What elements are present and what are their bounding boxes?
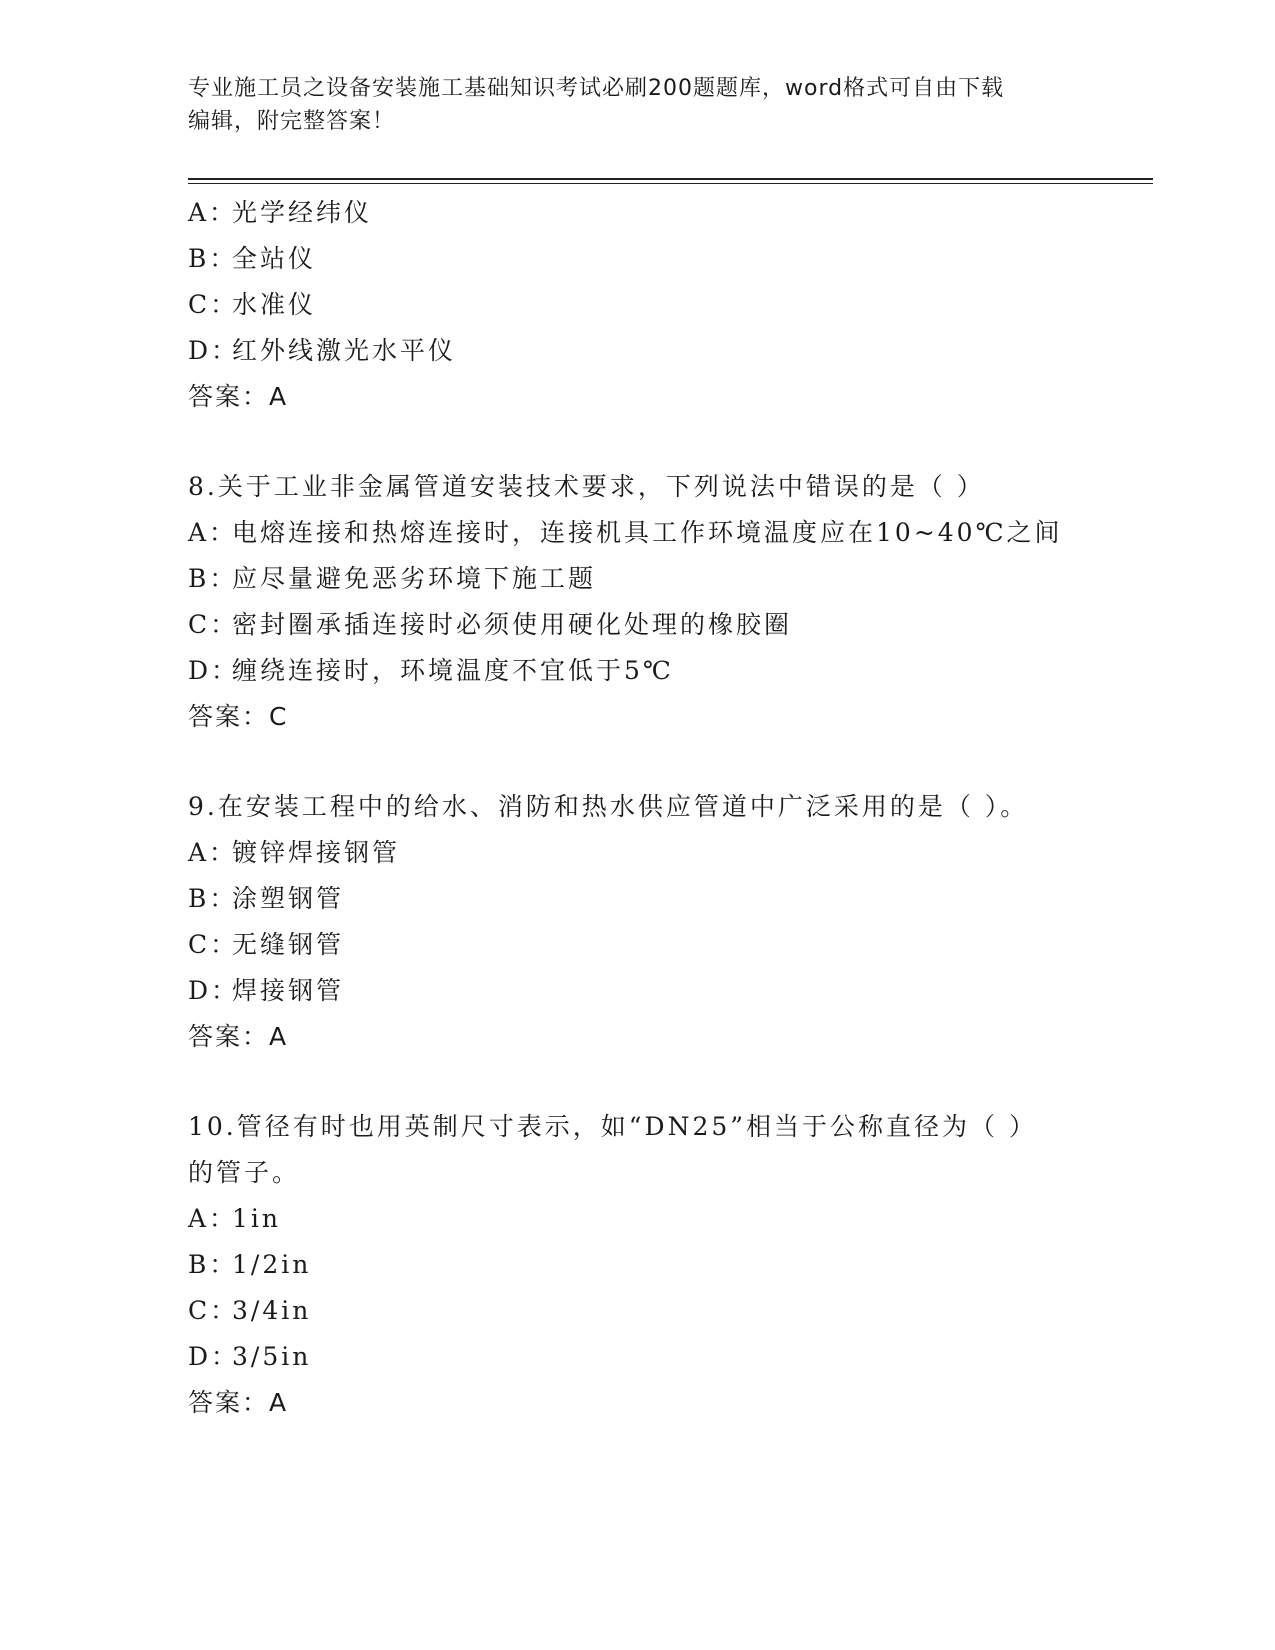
option-key: C： <box>188 610 239 639</box>
option-d <box>188 648 1148 694</box>
option-key: B： <box>188 564 238 593</box>
answer: 答案：C <box>188 702 289 731</box>
option-text: 无缝钢管 <box>232 930 345 959</box>
option-key: D： <box>188 336 240 365</box>
option-b <box>188 1242 1148 1288</box>
option-key: A： <box>188 838 238 867</box>
option-d <box>188 1334 1148 1380</box>
option-key: C： <box>188 930 239 959</box>
option-key: C： <box>188 290 239 319</box>
question-block <box>188 464 1148 740</box>
option-a <box>188 830 1148 876</box>
option-key: A： <box>188 518 238 547</box>
option-d <box>188 968 1148 1014</box>
header-line-2: 编辑，附完整答案！ <box>188 109 396 134</box>
option-key: B： <box>188 1250 238 1279</box>
option-text: 缠绕连接时，环境温度不宜低于5℃ <box>232 656 674 685</box>
option-text: 水准仪 <box>232 290 317 319</box>
question-list <box>188 190 1148 1426</box>
option-text: 3/4in <box>232 1296 312 1325</box>
question-block <box>188 190 1148 420</box>
option-key: B： <box>188 884 238 913</box>
option-c <box>188 602 1148 648</box>
option-text: 1/2in <box>232 1250 312 1279</box>
option-text: 涂塑钢管 <box>232 884 345 913</box>
option-d <box>188 328 1148 374</box>
option-key: C： <box>188 1296 239 1325</box>
header-line-1: 专业施工员之设备安装施工基础知识考试必刷200题题库，word格式可自由下载 <box>188 76 1005 101</box>
option-text: 光学经纬仪 <box>232 198 373 227</box>
header-divider-thick <box>188 178 1153 180</box>
option-text: 全站仪 <box>232 244 317 273</box>
option-text: 1in <box>232 1204 282 1233</box>
option-key: A： <box>188 198 238 227</box>
answer: 答案：A <box>188 1022 289 1051</box>
option-key: D： <box>188 976 240 1005</box>
option-text: 应尽量避免恶劣环境下施工题 <box>232 564 597 593</box>
option-b <box>188 236 1148 282</box>
option-b <box>188 556 1148 602</box>
option-a <box>188 190 1148 236</box>
option-key: D： <box>188 1342 240 1371</box>
option-a <box>188 510 1148 556</box>
option-text: 电熔连接和热熔连接时，连接机具工作环境温度应在10~40℃之间 <box>232 518 1063 547</box>
option-key: A： <box>188 1204 238 1233</box>
option-c <box>188 922 1148 968</box>
option-key: B： <box>188 244 238 273</box>
option-text: 焊接钢管 <box>232 976 345 1005</box>
document-header <box>188 72 1068 138</box>
option-c <box>188 1288 1148 1334</box>
question-text: 10.管径有时也用英制尺寸表示，如“DN25”相当于公称直径为（ ） <box>188 1112 1037 1141</box>
option-b <box>188 876 1148 922</box>
question-block <box>188 784 1148 1060</box>
answer: 答案：A <box>188 382 289 411</box>
question-text: 9.在安装工程中的给水、消防和热水供应管道中广泛采用的是（ ）。 <box>188 792 1029 821</box>
option-a <box>188 1196 1148 1242</box>
option-text: 红外线激光水平仪 <box>232 336 457 365</box>
question-block <box>188 1104 1148 1426</box>
answer: 答案：A <box>188 1388 289 1417</box>
question-text-continued: 的管子。 <box>188 1158 301 1187</box>
option-text: 3/5in <box>232 1342 312 1371</box>
option-text: 镀锌焊接钢管 <box>232 838 401 867</box>
option-c <box>188 282 1148 328</box>
option-text: 密封圈承插连接时必须使用硬化处理的橡胶圈 <box>232 610 793 639</box>
option-key: D： <box>188 656 240 685</box>
question-text: 8.关于工业非金属管道安装技术要求，下列说法中错误的是（ ） <box>188 472 985 501</box>
header-divider-thin <box>188 183 1153 184</box>
